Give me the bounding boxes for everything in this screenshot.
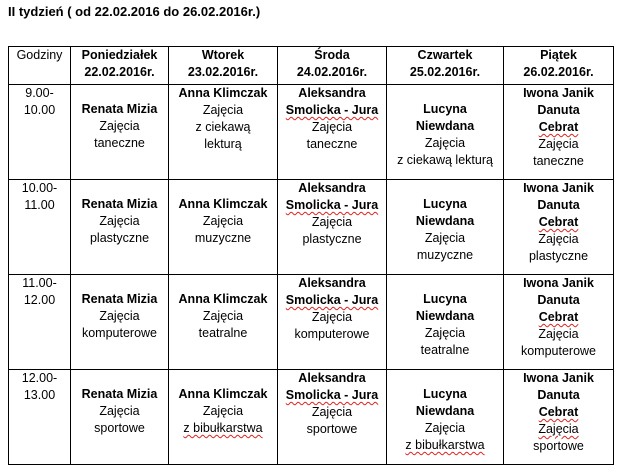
teacher-name: Anna Klimczak bbox=[178, 292, 268, 306]
teacher-name bbox=[506, 119, 611, 136]
schedule-cell bbox=[387, 370, 504, 465]
time-cell bbox=[9, 85, 71, 180]
activity-line: plastyczne bbox=[302, 232, 362, 246]
day-name: Poniedziałek bbox=[81, 48, 158, 62]
schedule-cell bbox=[169, 85, 278, 180]
day-date: 25.02.2016r. bbox=[409, 65, 481, 79]
schedule-cell bbox=[278, 180, 387, 275]
page-title: II tydzień ( od 22.02.2016 do 26.02.2016r.) bbox=[8, 4, 261, 19]
activity-line: Zajęcia bbox=[424, 421, 466, 435]
activity-line: komputerowe bbox=[81, 326, 158, 340]
activity-line: plastyczne bbox=[528, 249, 589, 263]
activity-line: Zajęcia bbox=[202, 214, 244, 228]
time-end: 11.00 bbox=[24, 198, 55, 212]
schedule-cell bbox=[504, 85, 614, 180]
time-end: 12.00 bbox=[23, 293, 56, 307]
activity-line bbox=[506, 421, 611, 438]
activity-line: Zajęcia bbox=[424, 136, 466, 150]
activity-line: taneczne bbox=[533, 154, 584, 168]
teacher-name: Niewdana bbox=[415, 214, 475, 228]
schedule-cell bbox=[71, 275, 169, 370]
schedule-cell bbox=[278, 85, 387, 180]
teacher-name: Iwona Janik bbox=[523, 86, 594, 100]
teacher-name bbox=[280, 292, 384, 309]
schedule-cell bbox=[71, 370, 169, 465]
hours-header: Godziny bbox=[9, 47, 71, 85]
activity-line: muzyczne bbox=[416, 248, 474, 262]
activity-line: Zajęcia bbox=[538, 327, 579, 341]
schedule-table bbox=[8, 46, 614, 465]
activity-line: komputerowe bbox=[520, 344, 597, 358]
activity-line: komputerowe bbox=[294, 327, 370, 341]
schedule-cell bbox=[504, 370, 614, 465]
activity-line: Zajęcia bbox=[424, 326, 466, 340]
schedule-cell bbox=[169, 180, 278, 275]
activity-line: taneczne bbox=[94, 136, 145, 150]
table-row bbox=[9, 180, 614, 275]
activity-line: Zajęcia bbox=[99, 404, 140, 418]
activity-line: sportowe bbox=[533, 439, 584, 453]
activity-line: Zajęcia bbox=[311, 215, 353, 229]
teacher-name: Danuta bbox=[537, 103, 580, 117]
activity-line: sportowe bbox=[94, 421, 145, 435]
teacher-name: Renata Mizia bbox=[81, 197, 158, 211]
teacher-name-line: Cebrat bbox=[538, 310, 579, 324]
teacher-name bbox=[506, 404, 611, 421]
day-header-tuesday bbox=[169, 47, 278, 85]
activity-line: taneczne bbox=[306, 137, 358, 151]
time-start: 11.00- bbox=[22, 276, 57, 290]
teacher-name: Renata Mizia bbox=[81, 292, 158, 306]
time-start: 12.00- bbox=[21, 371, 58, 385]
day-date: 23.02.2016r. bbox=[187, 65, 259, 79]
teacher-name: Iwona Janik bbox=[523, 181, 594, 195]
activity-line: Zajęcia bbox=[99, 309, 140, 323]
teacher-name: Danuta bbox=[537, 293, 580, 307]
activity-line bbox=[389, 437, 501, 454]
schedule-cell bbox=[169, 275, 278, 370]
schedule-cell bbox=[387, 85, 504, 180]
teacher-name: Danuta bbox=[537, 388, 580, 402]
activity-line: Zajęcia bbox=[424, 231, 466, 245]
teacher-name-line: Cebrat bbox=[538, 120, 579, 134]
teacher-name-line: Smolicka - Jura bbox=[285, 388, 379, 402]
teacher-name: Niewdana bbox=[415, 119, 475, 133]
activity-line: Zajęcia bbox=[311, 120, 353, 134]
day-date: 26.02.2016r. bbox=[523, 65, 594, 79]
time-cell bbox=[9, 275, 71, 370]
teacher-name: Lucyna bbox=[423, 102, 467, 116]
activity-line: Zajęcia bbox=[202, 309, 244, 323]
teacher-name-line: Cebrat bbox=[538, 405, 579, 419]
day-date: 22.02.2016r. bbox=[84, 65, 155, 79]
teacher-name bbox=[280, 102, 384, 119]
activity-line: z ciekawą bbox=[195, 120, 251, 134]
activity-line: Zajęcia bbox=[311, 310, 353, 324]
time-start: 10.00- bbox=[21, 181, 58, 195]
day-header-wednesday bbox=[278, 47, 387, 85]
activity-line: Zajęcia bbox=[202, 404, 244, 418]
teacher-name: Iwona Janik bbox=[523, 276, 594, 290]
activity-line: sportowe bbox=[306, 422, 358, 436]
teacher-name: Aleksandra bbox=[298, 276, 366, 290]
day-header-thursday bbox=[387, 47, 504, 85]
teacher-name: Aleksandra bbox=[298, 86, 366, 100]
time-cell bbox=[9, 370, 71, 465]
day-name: Piątek bbox=[540, 48, 577, 62]
activity-line: plastyczne bbox=[89, 231, 150, 245]
time-cell bbox=[9, 180, 71, 275]
activity-line: Zajęcia bbox=[99, 214, 140, 228]
table-row bbox=[9, 370, 614, 465]
schedule-cell bbox=[504, 180, 614, 275]
activity-line: z ciekawą lekturą bbox=[397, 153, 493, 167]
time-start: 9.00- bbox=[25, 86, 54, 100]
schedule-cell bbox=[278, 370, 387, 465]
day-name: Środa bbox=[314, 48, 350, 62]
header-row bbox=[9, 47, 614, 85]
teacher-name: Renata Mizia bbox=[81, 102, 158, 116]
table-row bbox=[9, 275, 614, 370]
schedule-cell bbox=[71, 85, 169, 180]
teacher-name-line: Cebrat bbox=[538, 215, 579, 229]
teacher-name: Anna Klimczak bbox=[178, 197, 268, 211]
activity-line: teatralne bbox=[420, 343, 470, 357]
day-name: Wtorek bbox=[201, 48, 245, 62]
activity-line: Zajęcia bbox=[538, 137, 579, 151]
day-header-friday bbox=[504, 47, 614, 85]
teacher-name bbox=[506, 214, 611, 231]
table-row bbox=[9, 85, 614, 180]
activity-text: Zajęcia bbox=[538, 422, 579, 436]
teacher-name: Iwona Janik bbox=[523, 371, 594, 385]
day-name: Czwartek bbox=[417, 48, 473, 62]
activity-text: z bibułkarstwa bbox=[405, 438, 485, 452]
teacher-name: Lucyna bbox=[423, 292, 467, 306]
teacher-name: Niewdana bbox=[415, 309, 475, 323]
day-date: 24.02.2016r. bbox=[296, 65, 368, 79]
activity-line: Zajęcia bbox=[99, 119, 140, 133]
teacher-name: Lucyna bbox=[423, 197, 467, 211]
teacher-name: Lucyna bbox=[423, 387, 467, 401]
activity-line: Zajęcia bbox=[202, 103, 244, 117]
activity-line: muzyczne bbox=[194, 231, 252, 245]
schedule-cell bbox=[504, 275, 614, 370]
schedule-cell bbox=[169, 370, 278, 465]
teacher-name-line: Smolicka - Jura bbox=[285, 198, 379, 212]
activity-line: lekturą bbox=[204, 137, 242, 151]
teacher-name bbox=[506, 309, 611, 326]
day-header-monday bbox=[71, 47, 169, 85]
activity-line: Zajęcia bbox=[311, 405, 353, 419]
activity-line bbox=[171, 420, 275, 437]
activity-text: z bibułkarstwa bbox=[183, 421, 263, 435]
teacher-name: Renata Mizia bbox=[81, 387, 158, 401]
schedule-cell bbox=[278, 275, 387, 370]
teacher-name: Aleksandra bbox=[298, 371, 366, 385]
schedule-cell bbox=[387, 275, 504, 370]
teacher-name: Niewdana bbox=[415, 404, 475, 418]
teacher-name bbox=[280, 197, 384, 214]
teacher-name: Anna Klimczak bbox=[178, 86, 268, 100]
activity-line: teatralne bbox=[198, 326, 248, 340]
schedule-cell bbox=[71, 180, 169, 275]
teacher-name: Aleksandra bbox=[298, 181, 366, 195]
teacher-name-line: Smolicka - Jura bbox=[285, 103, 379, 117]
teacher-name bbox=[280, 387, 384, 404]
time-end: 13.00 bbox=[23, 388, 56, 402]
teacher-name: Anna Klimczak bbox=[178, 387, 268, 401]
teacher-name: Danuta bbox=[537, 198, 580, 212]
time-end: 10.00 bbox=[23, 103, 56, 117]
teacher-name-line: Smolicka - Jura bbox=[285, 293, 379, 307]
activity-line: Zajęcia bbox=[538, 232, 579, 246]
schedule-cell bbox=[387, 180, 504, 275]
